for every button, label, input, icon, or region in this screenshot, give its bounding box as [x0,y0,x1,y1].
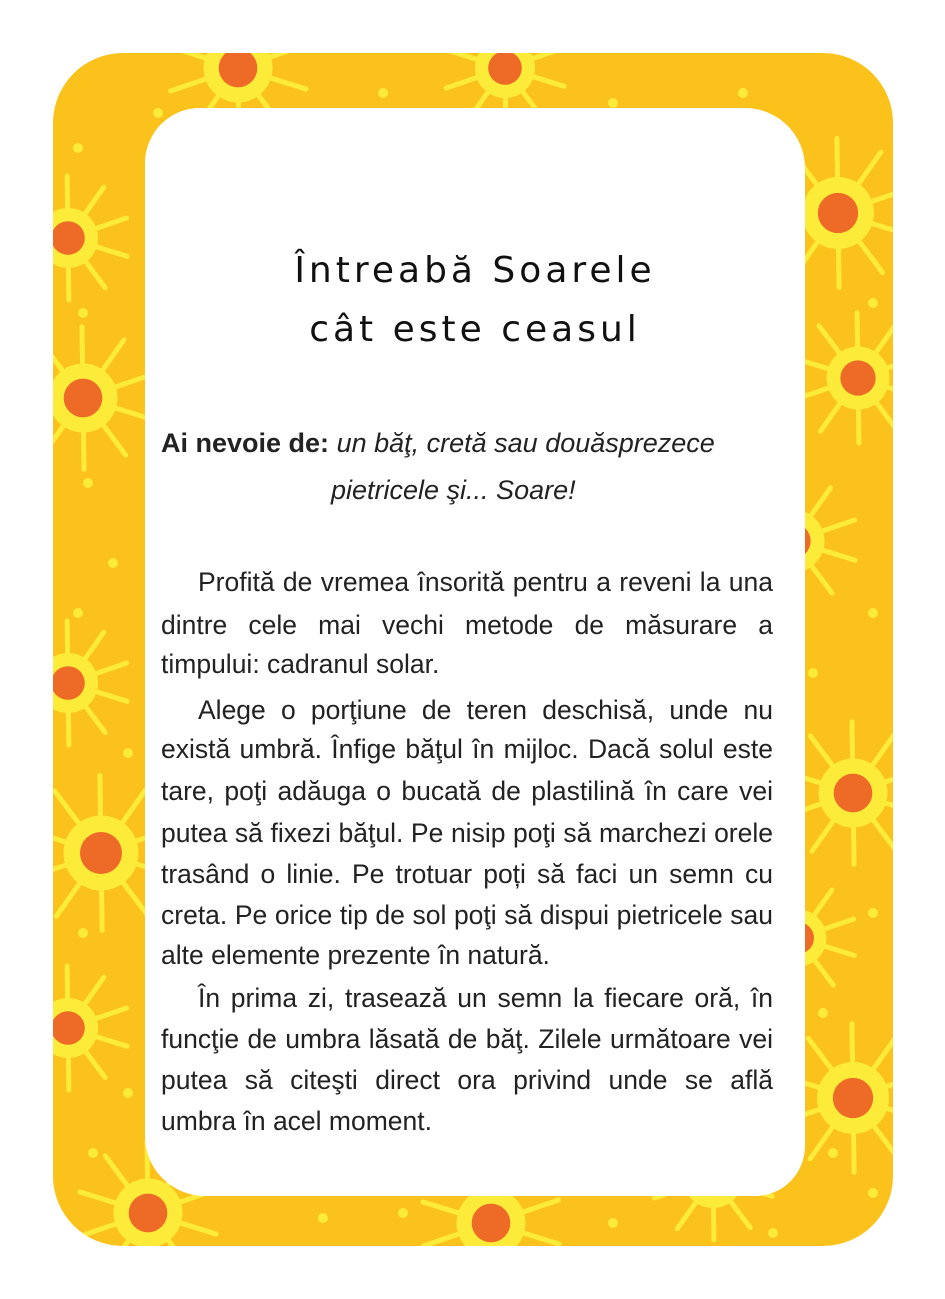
dot-decoration [868,298,878,308]
body-line: timpului: cadranul solar. [161,649,440,679]
sun-icon [53,621,127,745]
body-line: putea să citeşti direct ora privind unde se află [161,1065,773,1095]
body-line: Alege o porţiune de teren deschisă, unde nu [198,695,773,725]
body-line: Profită de vremea însorită pentru a reveni la una [198,567,773,597]
body-line: există umbră. Înfige băţul în mijloc. Dacă solul este [161,734,773,764]
dot-decoration [78,928,88,938]
card-title-line-2: cât este ceasul [309,309,641,350]
dot-decoration [768,1228,778,1238]
body-line: funcţie de umbra lăsată de băţ. Zilele următoare vei [161,1024,773,1054]
sun-icon [796,313,893,443]
dot-decoration [78,308,88,318]
dot-decoration [73,608,83,618]
dot-decoration [738,88,748,98]
card-title-line-1: Întreabă Soarele [294,250,656,291]
needs-text-2: pietricele şi... Soare! [331,475,576,505]
sun-icon [53,327,151,470]
sun-icon [53,176,127,300]
dot-decoration [808,668,818,678]
dot-decoration [88,1148,98,1158]
dot-decoration [818,1008,828,1018]
dot-decoration [83,478,93,488]
dot-decoration [608,98,618,108]
body-line: creta. Pe orice tip de sol poţi să dispui pietricele sau [161,900,773,930]
body-line: În prima zi, trasează un semn la fiecare oră, în [198,983,773,1013]
dot-decoration [123,1088,133,1098]
dot-decoration [108,558,118,568]
dot-decoration [398,1208,408,1218]
dot-decoration [828,1148,838,1158]
dot-decoration [123,748,133,758]
dot-decoration [608,1218,618,1228]
body-line: tare, poţi adăuga o bucată de plastilină în care vei [161,776,773,806]
dot-decoration [868,1188,878,1198]
dot-decoration [73,143,83,153]
body-line: umbra în acel moment. [161,1106,433,1136]
sun-icon [53,966,127,1090]
body-line: dintre cele mai vechi metode de măsurare a [161,610,773,640]
needs-text-1: un băţ, cretă sau douăsprezece [336,428,715,458]
dot-decoration [378,88,388,98]
dot-decoration [868,908,878,918]
needs-line-1 [161,428,715,459]
dot-decoration [868,608,878,618]
body-line: alte elemente prezente în natură. [161,940,550,970]
body-line: putea să fixezi băţul. Pe nisip poţi să marchezi orele [161,818,773,848]
dot-decoration [318,1213,328,1223]
needs-label: Ai nevoie de: [161,428,330,458]
dot-decoration [153,108,163,118]
body-line: trasând o linie. Pe trotuar poți să faci un semn cu [161,859,773,889]
